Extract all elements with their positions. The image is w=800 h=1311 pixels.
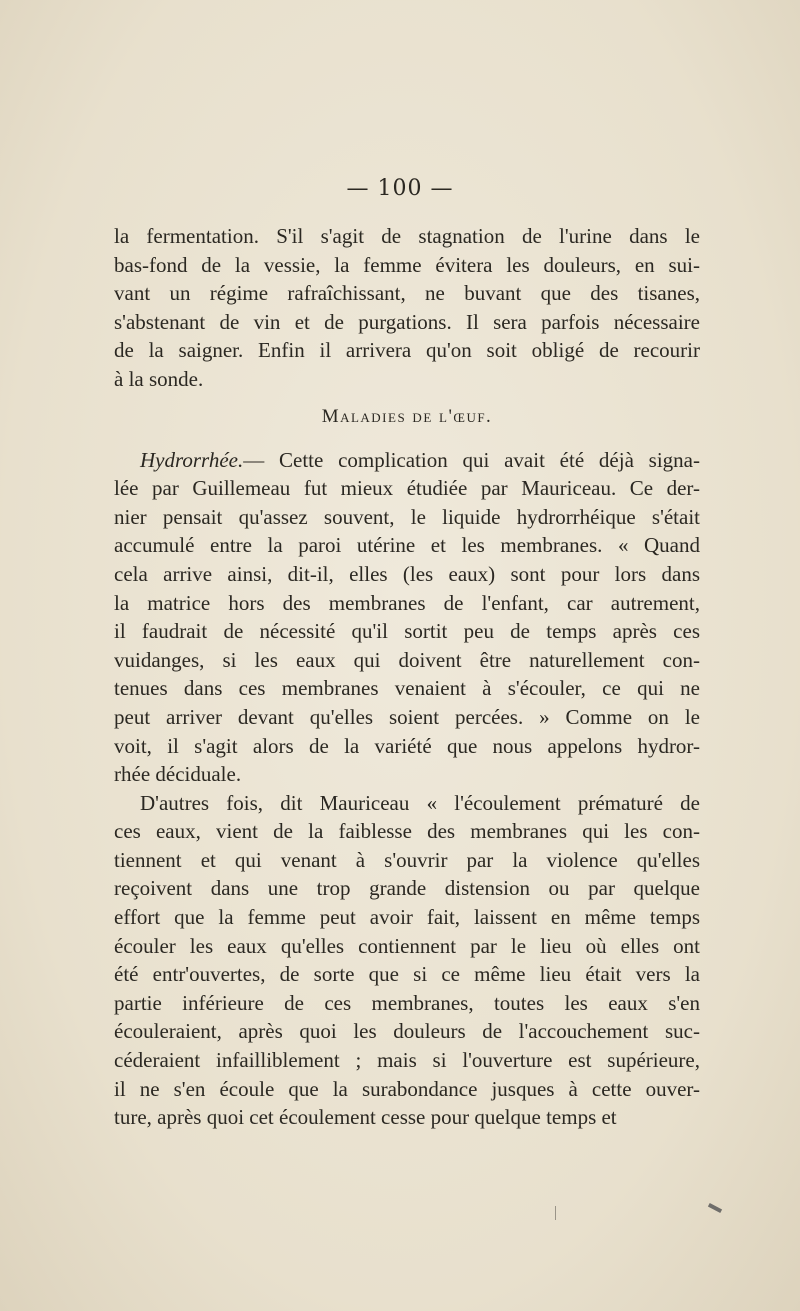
text-line: à la sonde. [114, 366, 204, 391]
ink-mark [555, 1206, 556, 1220]
page-number: — 100 — [346, 176, 454, 201]
text-line: tiennent et qui venant à s'ouvrir par la violence qu'elles [114, 847, 700, 872]
text-line: ces eaux, vient de la faiblesse des membranes qui les con- [114, 819, 700, 844]
text-line: reçoivent dans une trop grande distension ou par quelque [114, 876, 700, 901]
ink-mark [708, 1203, 722, 1213]
text-line: la matrice hors des membranes de l'enfant, car autrement, [114, 590, 700, 615]
text-line: de la saigner. Enfin il arrivera qu'on soit obligé de recourir [114, 338, 700, 363]
paragraph-urine [114, 222, 700, 394]
lead-term: Hydrorrhée. [140, 447, 244, 472]
paragraph-hydrorrhee [114, 474, 700, 789]
text-line: la fermentation. S'il s'agit de stagnation de l'urine dans le [114, 224, 700, 248]
text-line: vant un régime rafraîchissant, ne buvant que des tisanes, [114, 281, 700, 306]
text-line: cela arrive ainsi, dit-il, elles (les eaux) sont pour lors dans [114, 561, 700, 586]
text-line: partie inférieure de ces membranes, toutes les eaux s'en [114, 990, 700, 1015]
paragraph-lead-line [114, 446, 700, 475]
text-line: D'autres fois, dit Mauriceau « l'écoulement prématuré de [140, 790, 700, 815]
text-line: accumulé entre la paroi utérine et les membranes. « Quand [114, 533, 700, 558]
text-line: rhée déciduale. [114, 762, 242, 787]
text-line: effort que la femme peut avoir fait, laissent en même temps [114, 905, 700, 930]
text-line: il ne s'en écoule que la surabondance jusques à cette ouver- [114, 1076, 700, 1101]
text-line: peut arriver devant qu'elles soient percées. » Comme on le [114, 704, 700, 729]
section-heading: Maladies de l'œuf. [321, 405, 493, 427]
body-text [114, 222, 700, 1132]
text-line: voit, il s'agit alors de la variété que nous appelons hydror- [114, 733, 700, 758]
paragraph-mauriceau [114, 789, 700, 1132]
text-line: il faudrait de nécessité qu'il sortit peu de temps après ces [114, 619, 700, 644]
lead-rest: — Cette complication qui avait été déjà signa- [243, 447, 700, 472]
text-line: s'abstenant de vin et de purgations. Il sera parfois nécessaire [114, 309, 700, 334]
text-line: écouler les eaux qu'elles contiennent par le lieu où elles ont [114, 933, 700, 958]
text-line: ture, après quoi cet écoulement cesse pour quelque temps et [114, 1105, 617, 1130]
text-line: lée par Guillemeau fut mieux étudiée par Mauriceau. Ce der- [114, 476, 700, 501]
text-line: écouleraient, après quoi les douleurs de l'accouchement suc- [114, 1019, 700, 1044]
text-line: vuidanges, si les eaux qui doivent être naturellement con- [114, 647, 700, 672]
text-line: bas-fond de la vessie, la femme évitera les douleurs, en sui- [114, 252, 700, 277]
text-line: été entr'ouvertes, de sorte que si ce même lieu était vers la [114, 962, 700, 987]
text-line: céderaient infailliblement ; mais si l'ouverture est supérieure, [114, 1048, 700, 1073]
text-line: nier pensait qu'assez souvent, le liquide hydrorrhéique s'était [114, 504, 700, 529]
text-line: tenues dans ces membranes venaient à s'écouler, ce qui ne [114, 676, 700, 701]
